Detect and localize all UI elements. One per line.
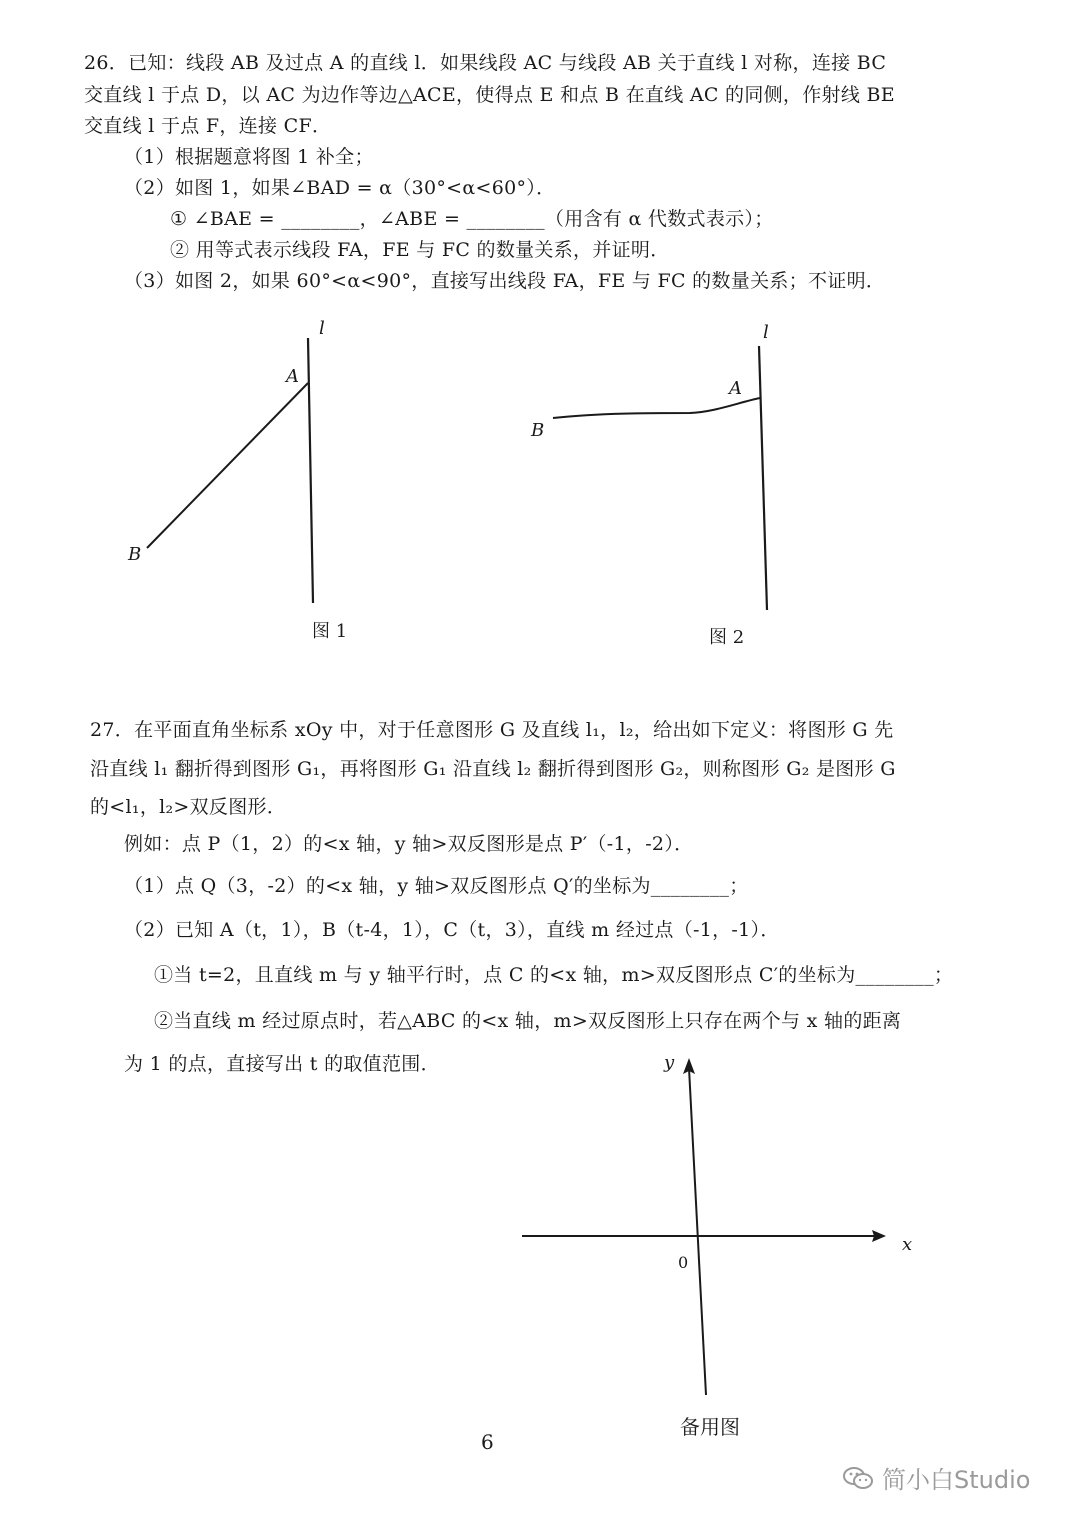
q27-part2-sub2-cont: 为 1 的点，直接写出 t 的取值范围． — [124, 1053, 440, 1075]
page-number: 6 — [481, 1430, 494, 1454]
q26-part3: （3）如图 2，如果 60°<α<90°，直接写出线段 FA，FE 与 FC 的数量关系；不证明． — [124, 270, 886, 292]
fig2-label-l: l — [763, 322, 769, 343]
fig2-caption: 图 2 — [709, 627, 745, 648]
q27-part2: （2）已知 A（t，1），B（t-4，1），C（t，3），直线 m 经过点（-1，-1）． — [124, 919, 780, 941]
q27-line-3: 的<l₁，l₂>双反图形． — [90, 796, 287, 818]
fig1-label-A: A — [286, 366, 299, 387]
y-axis — [689, 1068, 706, 1395]
q27-line-2: 沿直线 l₁ 翻折得到图形 G₁，再将图形 G₁ 沿直线 l₂ 翻折得到图形 G₂，则称图形 G₂ 是图形 G — [90, 758, 896, 780]
axis-label-y: y — [664, 1052, 675, 1073]
fig1-label-l: l — [319, 318, 325, 339]
q26-part1: （1）根据题意将图 1 补全； — [124, 146, 374, 168]
fig1-caption: 图 1 — [312, 621, 348, 642]
q27-line-1: 27．在平面直角坐标系 xOy 中，对于任意图形 G 及直线 l₁，l₂，给出如下定义：将图形 G 先 — [90, 719, 894, 741]
axis-label-x: x — [902, 1234, 913, 1255]
q26-line-3: 交直线 l 于点 F，连接 CF． — [84, 115, 332, 137]
watermark-text: 简小白Studio — [882, 1466, 1031, 1494]
q26-part2-sub2: ② 用等式表示线段 FA，FE 与 FC 的数量关系，并证明． — [170, 239, 670, 261]
fig2-label-B: B — [531, 420, 545, 441]
q26-line-2: 交直线 l 于点 D，以 AC 为边作等边△ACE，使得点 E 和点 B 在直线 AC 的同侧，作射线 BE — [84, 84, 895, 106]
axis-label-origin: 0 — [678, 1253, 689, 1272]
q27-part2-sub1: ①当 t=2，且直线 m 与 y 轴平行时，点 C 的<x 轴，m>双反图形点 C′的坐标为________； — [154, 964, 954, 986]
q26-part2: （2）如图 1，如果∠BAD = α（30°<α<60°）． — [124, 177, 556, 199]
q26-part2-sub1: ① ∠BAE = ________，∠ABE = ________（用含有 α 代数式表示）； — [170, 208, 774, 230]
fig1-label-B: B — [128, 544, 142, 565]
q27-part2-sub2: ②当直线 m 经过原点时，若△ABC 的<x 轴，m>双反图形上只存在两个与 x 轴的距离 — [154, 1010, 902, 1032]
q27-part1: （1）点 Q（3，-2）的<x 轴，y 轴>双反图形点 Q′的坐标为________； — [124, 875, 749, 897]
q27-example: 例如：点 P（1，2）的<x 轴，y 轴>双反图形是点 P′（-1，-2）． — [124, 833, 694, 855]
axes-caption: 备用图 — [680, 1415, 740, 1439]
fig2-line-l — [759, 346, 767, 610]
fig1-segment-AB — [147, 383, 308, 548]
wechat-icon — [842, 1465, 874, 1491]
fig2-label-A: A — [729, 378, 742, 399]
x-axis-arrow — [872, 1230, 886, 1242]
q26-line-1: 26．已知：线段 AB 及过点 A 的直线 l．如果线段 AC 与线段 AB 关于直线 l 对称，连接 BC — [84, 52, 887, 74]
watermark — [842, 1460, 1030, 1495]
fig2-segment-AB — [553, 398, 760, 418]
fig1-line-l — [308, 338, 313, 603]
